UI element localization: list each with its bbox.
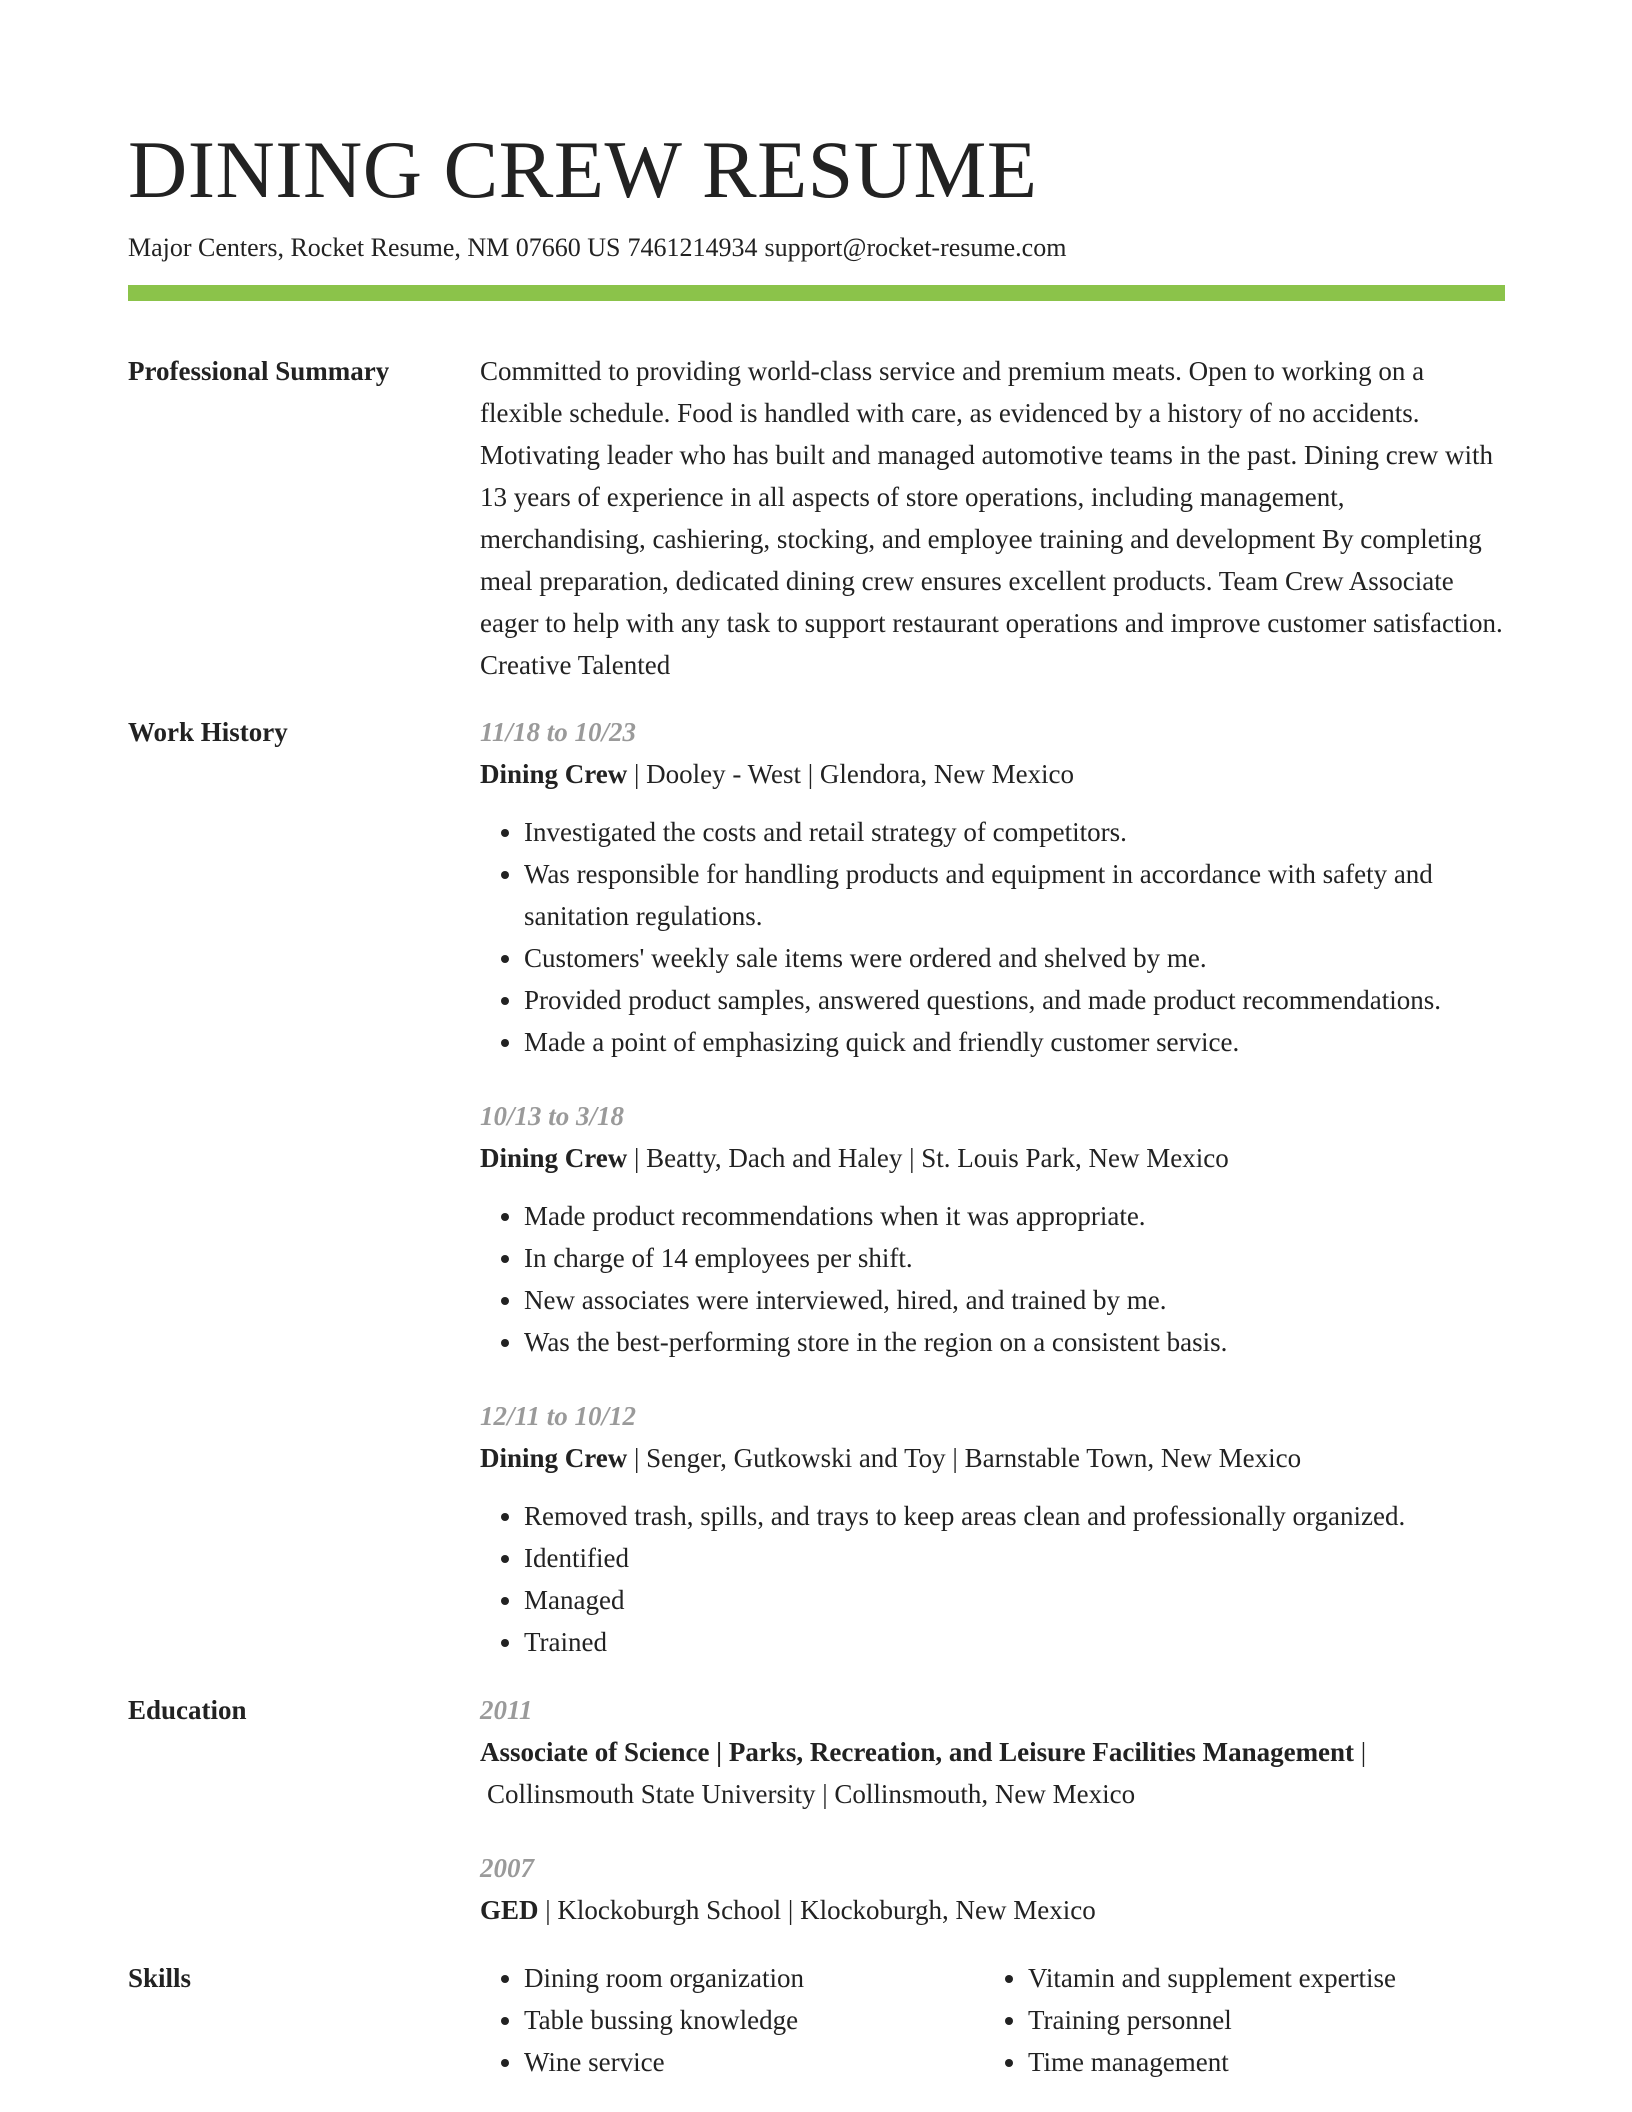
job-bullet: • Made a point of emphasizing quick and friendly customer service. [524, 1021, 1505, 1063]
job-bullet: • Investigated the costs and retail strategy of competitors. [524, 811, 1505, 853]
skill-item: • Wine service [524, 2041, 984, 2083]
job-details: | Beatty, Dach and Haley | St. Louis Park, New Mexico [627, 1143, 1229, 1173]
job-dates: 10/13 to 3/18 [480, 1101, 625, 1131]
education-degree: GED [480, 1895, 539, 1925]
job-details: | Senger, Gutkowski and Toy | Barnstable Town, New Mexico [627, 1443, 1302, 1473]
job-entry [480, 1095, 1505, 1363]
job-title: Dining Crew [480, 759, 628, 789]
resume-page [128, 120, 1505, 2083]
education-degree: Associate of Science | Parks, Recreation, and Leisure Facilities Management [480, 1737, 1355, 1767]
job-bullet: • Identified [524, 1537, 1505, 1579]
job-details: | Dooley - West | Glendora, New Mexico [627, 759, 1075, 789]
job-title: Dining Crew [480, 1143, 628, 1173]
skills-heading: Skills [128, 1963, 192, 1993]
skills-list-left [480, 1957, 984, 2083]
education-year: 2007 [480, 1853, 534, 1883]
job-bullet: • Removed trash, spills, and trays to keep areas clean and professionally organized. [524, 1495, 1505, 1537]
resume-title: DINING CREW RESUME [128, 124, 1038, 215]
education-details: | Klockoburgh School | Klockoburgh, New Mexico [538, 1895, 1096, 1925]
skill-item: • Training personnel [1028, 1999, 1488, 2041]
job-bullet: • In charge of 14 employees per shift. [524, 1237, 1505, 1279]
education-school: Collinsmouth State University | Collinsmouth, New Mexico [487, 1779, 1136, 1809]
work-history-section [128, 711, 1505, 1663]
skill-item: • Vitamin and supplement expertise [1028, 1957, 1488, 1999]
job-bullet: • Managed [524, 1579, 1505, 1621]
job-bullet: • Made product recommendations when it was appropriate. [524, 1195, 1505, 1237]
job-dates: 11/18 to 10/23 [480, 717, 637, 747]
education-entry [480, 1847, 1505, 1931]
job-role-line [480, 1437, 1505, 1479]
education-entry [480, 1689, 1505, 1815]
skills-list-right [984, 1957, 1488, 2083]
education-degree-line [480, 1889, 1505, 1931]
job-bullets [480, 1495, 1505, 1663]
job-title: Dining Crew [480, 1443, 628, 1473]
education-year: 2011 [480, 1695, 533, 1725]
education-degree-line [480, 1731, 1505, 1773]
contact-line [128, 230, 1505, 266]
skill-item: • Table bussing knowledge [524, 1999, 984, 2041]
job-role-line [480, 753, 1505, 795]
job-role-line [480, 1137, 1505, 1179]
job-dates: 12/11 to 10/12 [480, 1401, 637, 1431]
job-entry [480, 711, 1505, 1063]
skill-item: • Dining room organization [524, 1957, 984, 1999]
job-entry [480, 1395, 1505, 1663]
summary-text: Committed to providing world-class service and premium meats. Open to working on a flexible schedule. Food is handled with care, as evidenced by a history of no accidents. Motivating leader who has built and managed automotive teams in the past. Dining crew with 13 years of experience in all aspects of store operations, including management, merchandising, cashiering, stocking, and employee training and development By completing meal preparation, dedicated dining crew ensures excellent products. Team Crew Associate eager to help with any task to support restaurant operations and improve customer satisfaction. Creative Talented [480, 356, 1503, 680]
skills-columns [480, 1957, 1505, 2083]
job-bullet: • Trained [524, 1621, 1505, 1663]
skill-item: • Time management [1028, 2041, 1488, 2083]
job-bullets [480, 811, 1505, 1063]
contact-phone: 7461214934 [627, 233, 758, 262]
contact-address: Major Centers, Rocket Resume, NM 07660 US [128, 233, 621, 262]
summary-section [128, 350, 1505, 686]
job-bullets [480, 1195, 1505, 1363]
job-bullet: • Was responsible for handling products and equipment in accordance with safety and sanitation regulations. [524, 853, 1505, 937]
job-bullet: • Customers' weekly sale items were ordered and shelved by me. [524, 937, 1505, 979]
education-heading: Education [128, 1695, 247, 1725]
summary-heading: Professional Summary [128, 356, 390, 386]
education-section [128, 1689, 1505, 1931]
skills-section [128, 1957, 1505, 2083]
contact-email: support@rocket-resume.com [764, 233, 1067, 262]
education-details: | [1354, 1737, 1367, 1767]
header-divider [128, 285, 1505, 301]
work-history-list [480, 711, 1505, 1663]
job-bullet: • New associates were interviewed, hired, and trained by me. [524, 1279, 1505, 1321]
job-bullet: • Was the best-performing store in the region on a consistent basis. [524, 1321, 1505, 1363]
education-list [480, 1689, 1505, 1931]
job-bullet: • Provided product samples, answered questions, and made product recommendations. [524, 979, 1505, 1021]
work-history-heading: Work History [128, 717, 288, 747]
